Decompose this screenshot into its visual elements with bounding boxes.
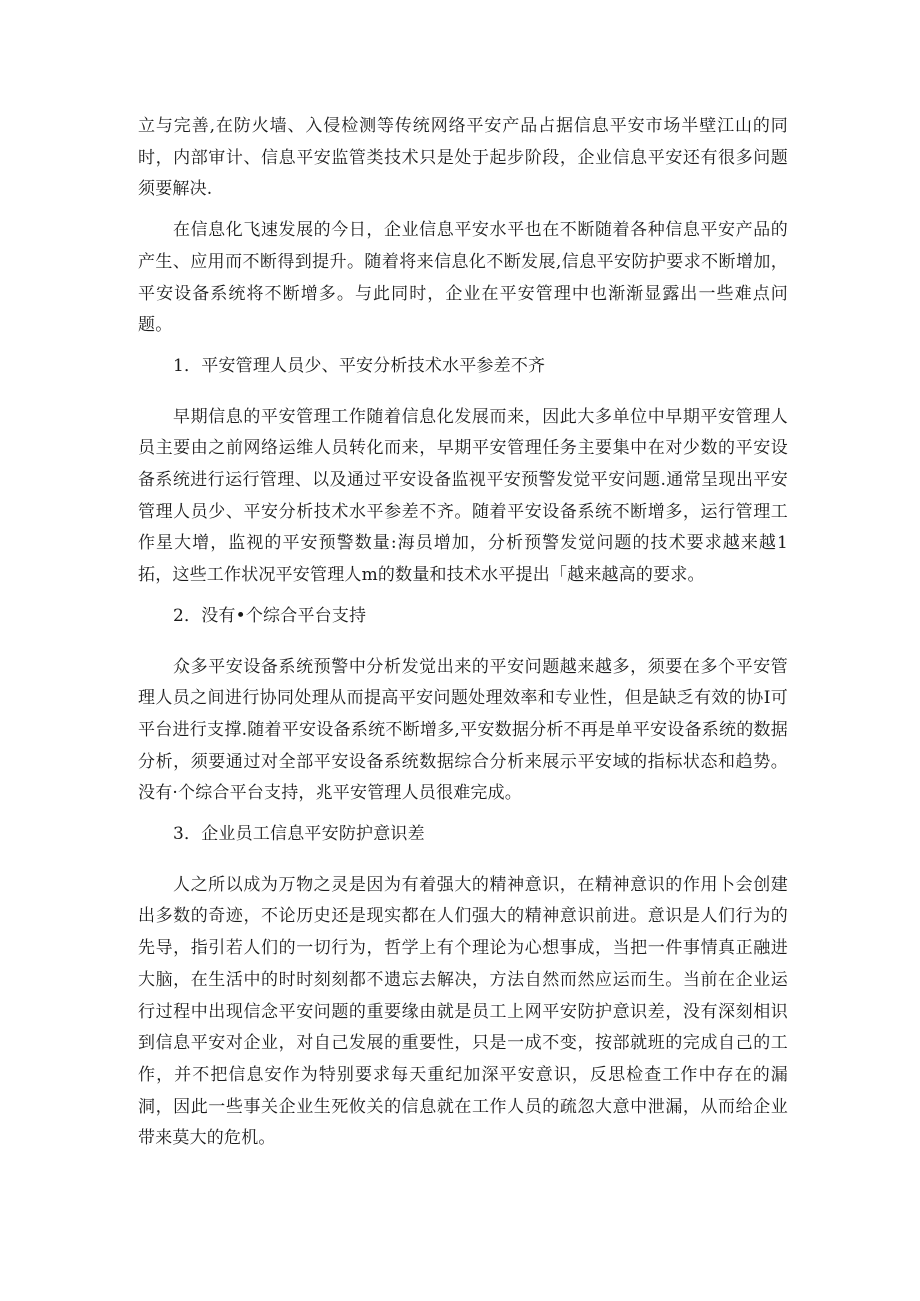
paragraph-informatization: 在信息化飞速发展的今日，企业信息平安水平也在不断随着各种信息平安产品的产生、应用而不断得到提升。随着将来信息化不断发展,信息平安防护要求不断增加，平安设备系统将不断增多。与此同时，企业在平安管理中也渐渐显露出一些难点问题。 <box>138 220 788 336</box>
section-heading-1: 1．平安管理人员少、平安分析技术水平参差不齐 <box>173 355 546 376</box>
document-body <box>138 111 788 1155</box>
paragraph-intro-continued: 立与完善,在防火墙、入侵检测等传统网络平安产品占据信息平安市场半壁江山的同时，内部审计、信息平安监管类技术只是处于起步阶段，企业信息平安还有很多问题须要解决. <box>138 116 788 200</box>
section-heading-3: 3．企业员工信息平安防护意识差 <box>173 824 425 845</box>
paragraph-staff-shortage: 早期信息的平安管理工作随着信息化发展而来，因此大多单位中早期平安管理人员主要由之前网络运维人员转化而来，早期平安管理任务主要集中在对少数的平安设备系统进行运行管理、以及通过平安设备监视平安预警发觉平安问题.通常呈现出平安管理人员少、平安分析技术水平参差不齐。随着平安设备系统不断增多，运行管理工作星大增，监视的平安预警数量:海员增加，分析预警发觉问题的技术要求越来越1拓，这些工作状况平安管理人m的数量和技术水平提出「越来越高的要求。 <box>138 406 788 586</box>
paragraph-no-platform: 众多平安设备系统预警中分析发觉出来的平安问题越来越多，须要在多个平安管理人员之间进行协同处理从而提高平安问题处理效率和专业性，但是缺乏有效的协I可平台进行支撑.随着平安设备系统不断增多,平安数据分析不再是单平安设备系统的数据分析，须要通过对全部平安设备系统数据综合分析来展示平安域的指标状态和趋势。没有·个综合平台支持，兆平安管理人员很难完成。 <box>138 656 788 804</box>
paragraph-awareness: 人之所以成为万物之灵是因为有着强大的精神意识，在精神意识的作用卜会创建出多数的奇迹，不论历史还是现实都在人们强大的精神意识前进。意识是人们行为的先导，指引若人们的一切行为，哲学上有个理论为心想事成，当把一件事情真正融进大脑，在生活中的时时刻刻都不遗忘去解决，方法自然而然应运而生。当前在企业运行过程中出现信念平安问题的重要缘由就是员工上网平安防护意识差，没有深刻相识到信息平安对企业，对自己发展的重要性，只是一成不变，按部就班的完成自己的工作，并不把信息安作为特别要求每天重纪加深平安意识，反思检查工作中存在的漏洞，因此一些事关企业生死攸关的信息就在工作人员的疏忽大意中泄漏，从而给企业带来莫大的危机。 <box>138 874 788 1149</box>
section-heading-2: 2．没有•个综合平台支持 <box>173 605 367 626</box>
